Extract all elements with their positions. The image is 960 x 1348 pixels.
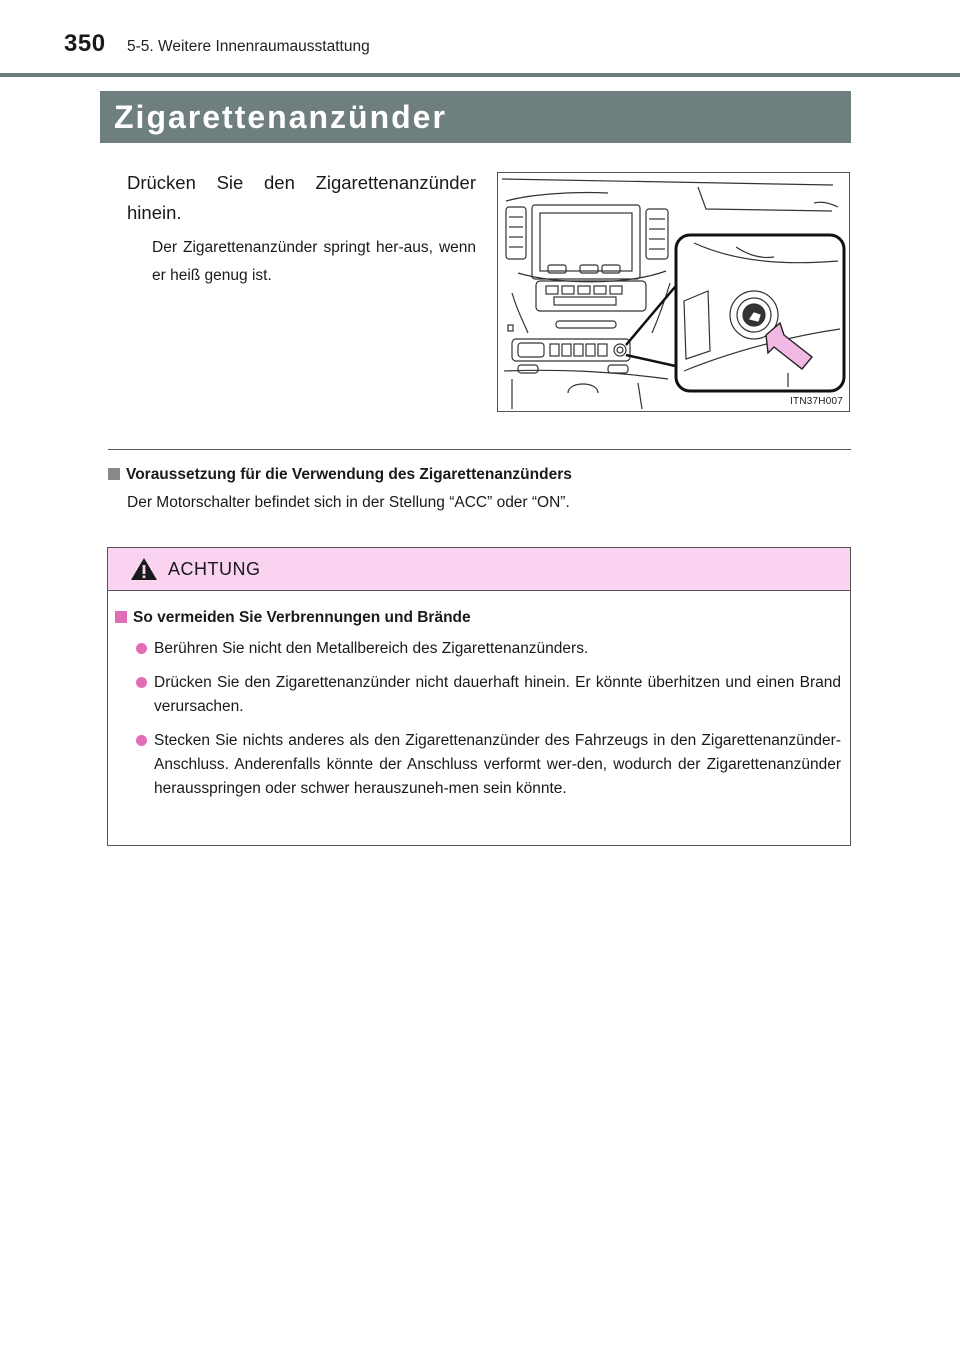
caution-header (108, 548, 850, 591)
caution-subheading (108, 609, 471, 627)
dashboard-illustration (498, 173, 849, 411)
figure-illustration (497, 172, 850, 412)
caution-subheading-text: So vermeiden Sie Verbrennungen und Brände (133, 609, 471, 626)
bullet-dot-icon (136, 677, 147, 688)
list-item (126, 637, 841, 661)
bullet-dot-icon (136, 643, 147, 654)
caution-box (107, 547, 851, 846)
list-item (126, 729, 841, 801)
bullet-text: Drücken Sie den Zigarettenanzünder nicht dauerhaft hinein. Er könnte überhitzen und einen Brand verursachen. (154, 674, 841, 715)
bullet-text: Stecken Sie nichts anderes als den Zigarettenanzünder des Fahrzeugs in den Zigarettenanzünder-Anschluss. Anderenfalls könnte der Anschluss verformt wer-den, wodurch der Zigarettenanzünder herausspringen oder schwer herauszuneh-men sein könnte. (154, 732, 841, 797)
condition-heading (108, 466, 572, 484)
caution-bullets (126, 637, 841, 811)
warning-icon (130, 557, 158, 581)
section-label: 5-5. Weitere Innenraumausstattung (127, 38, 370, 55)
page-number: 350 (64, 30, 106, 57)
figure-code: ITN37H007 (790, 396, 843, 407)
divider (108, 449, 851, 450)
square-bullet-icon (115, 611, 127, 623)
bullet-dot-icon (136, 735, 147, 746)
page-title: Zigarettenanzünder (114, 98, 447, 135)
title-bar (100, 91, 851, 143)
list-item (126, 671, 841, 719)
condition-text: Der Motorschalter befindet sich in der Stellung “ACC” oder “ON”. (127, 494, 570, 511)
header-rule (0, 73, 960, 77)
note-text: Der Zigarettenanzünder springt her-aus, wenn er heiß genug ist. (152, 239, 476, 284)
condition-heading-text: Voraussetzung für die Verwendung des Zigarettenanzünders (126, 466, 572, 483)
bullet-text: Berühren Sie nicht den Metallbereich des Zigarettenanzünders. (154, 640, 589, 657)
instruction-text: Drücken Sie den Zigarettenanzünder hinein. (127, 172, 476, 223)
caution-title: ACHTUNG (168, 559, 261, 579)
square-bullet-icon (108, 468, 120, 480)
